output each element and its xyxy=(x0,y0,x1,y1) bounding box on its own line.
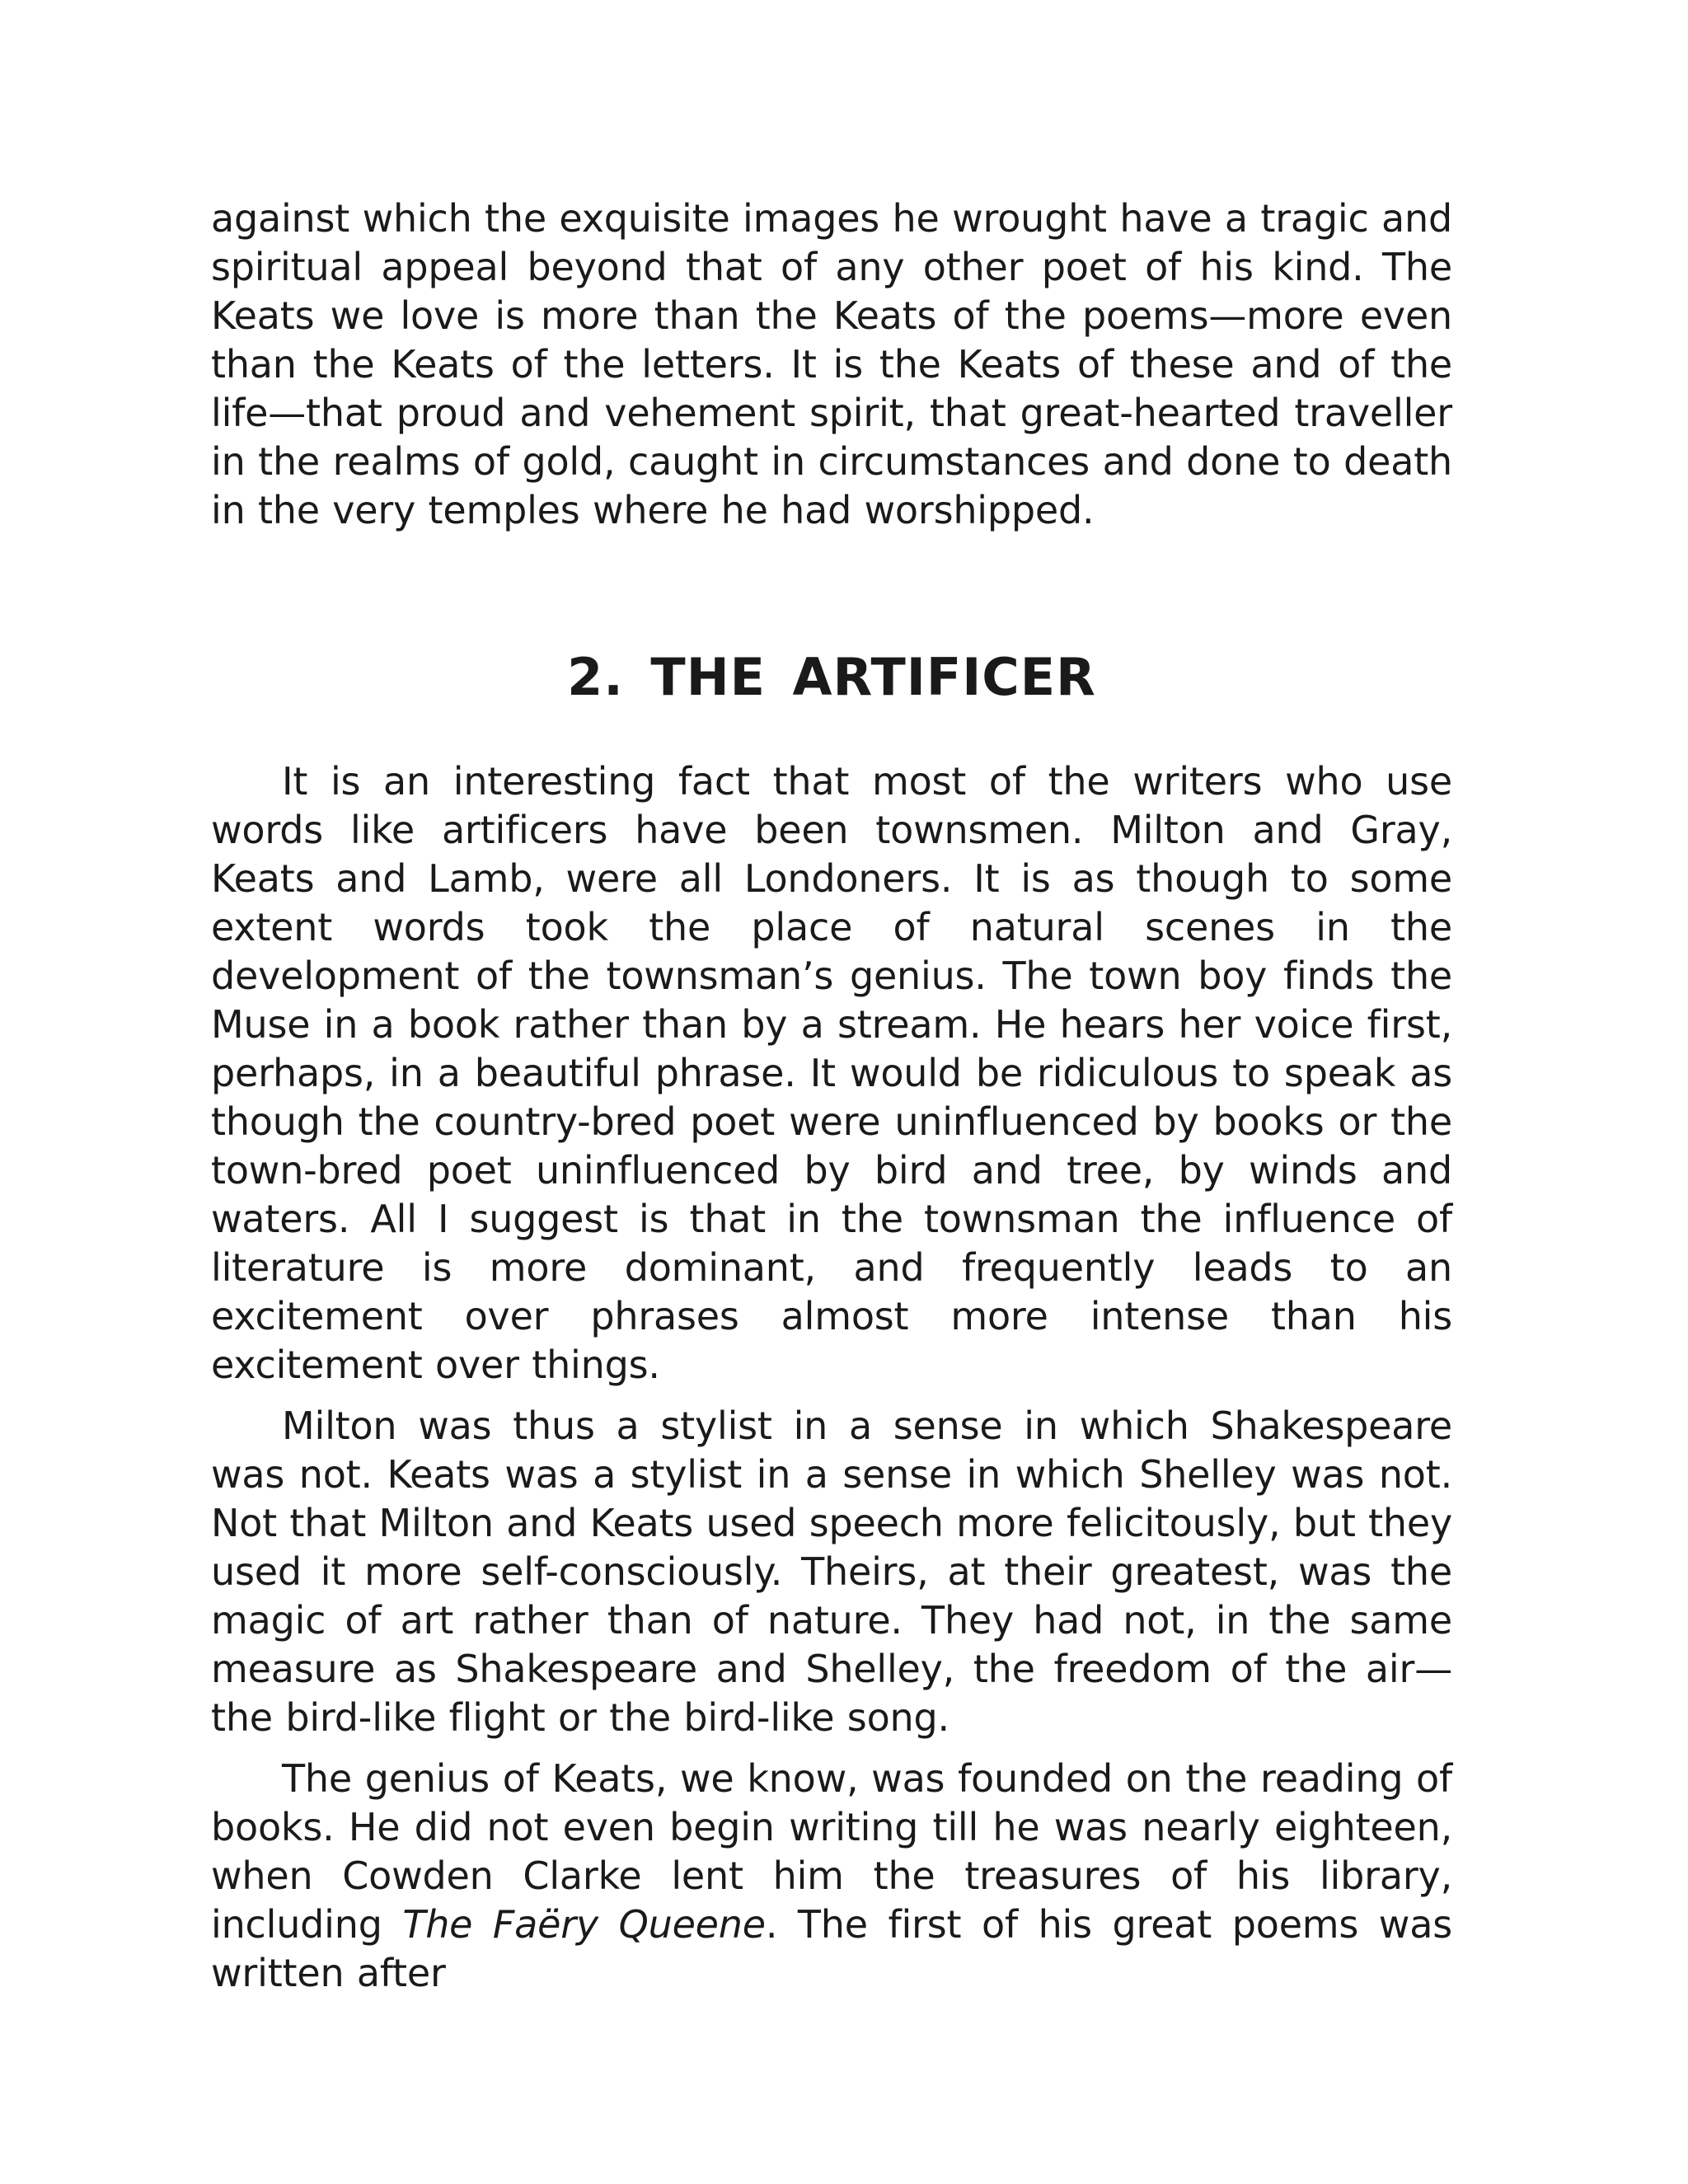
paragraph-3-before-title: The genius of Keats, we know, was founded on the reading of books. He did not even begin writing till he was nearly eighteen, when Cowden Clarke lent him the treasures of his library, including xyxy=(211,1756,1452,1947)
section-heading: 2. THE ARTIFICER xyxy=(567,647,1096,707)
heading-spacer xyxy=(211,710,1452,757)
intro-paragraph: against which the exquisite images he wrought have a tragic and spiritual appeal beyond that of any other poet of his kind. The Keats we love is more than the Keats of the poems—more even than the Keats of the letters. It is the Keats of these and of the life—that proud and vehement spirit, that great-hearted traveller in the realms of gold, caught in circumstances and done to death in the very temples where he had worshipped. xyxy=(211,196,1452,532)
book-title-faery-queene: The Faëry Queene xyxy=(402,1902,766,1947)
paragraph-2: Milton was thus a stylist in a sense in which Shakespeare was not. Keats was a stylist in a sense in which Shelley was not. Not that Milton and Keats used speech more felicitously, but they used it more self-consciously. Theirs, at their greatest, was the magic of art rather than of nature. They had not, in the same measure as Shakespeare and Shelley, the freedom of the air—the bird-like flight or the bird-like song. xyxy=(211,1404,1452,1740)
paragraph-3 xyxy=(211,1755,1452,1998)
document-page xyxy=(211,194,1452,1998)
paragraph-1: It is an interesting fact that most of the writers who use words like artificers have been townsmen. Milton and Gray, Keats and Lamb, were all Londoners. It is as though to some extent words took the place of natural scenes in the development of the townsman’s genius. The town boy finds the Muse in a book rather than by a stream. He hears her voice first, perhaps, in a beautiful phrase. It would be ridiculous to speak as though the country-bred poet were uninfluenced by books or the town-bred poet uninfluenced by bird and tree, by winds and waters. All I suggest is that in the townsman the influence of literature is more dominant, and frequently leads to an excitement over phrases almost more intense than his excitement over things. xyxy=(211,759,1452,1387)
paragraph-3-after-title: . The first of his great poems was written after xyxy=(211,1902,1452,1995)
